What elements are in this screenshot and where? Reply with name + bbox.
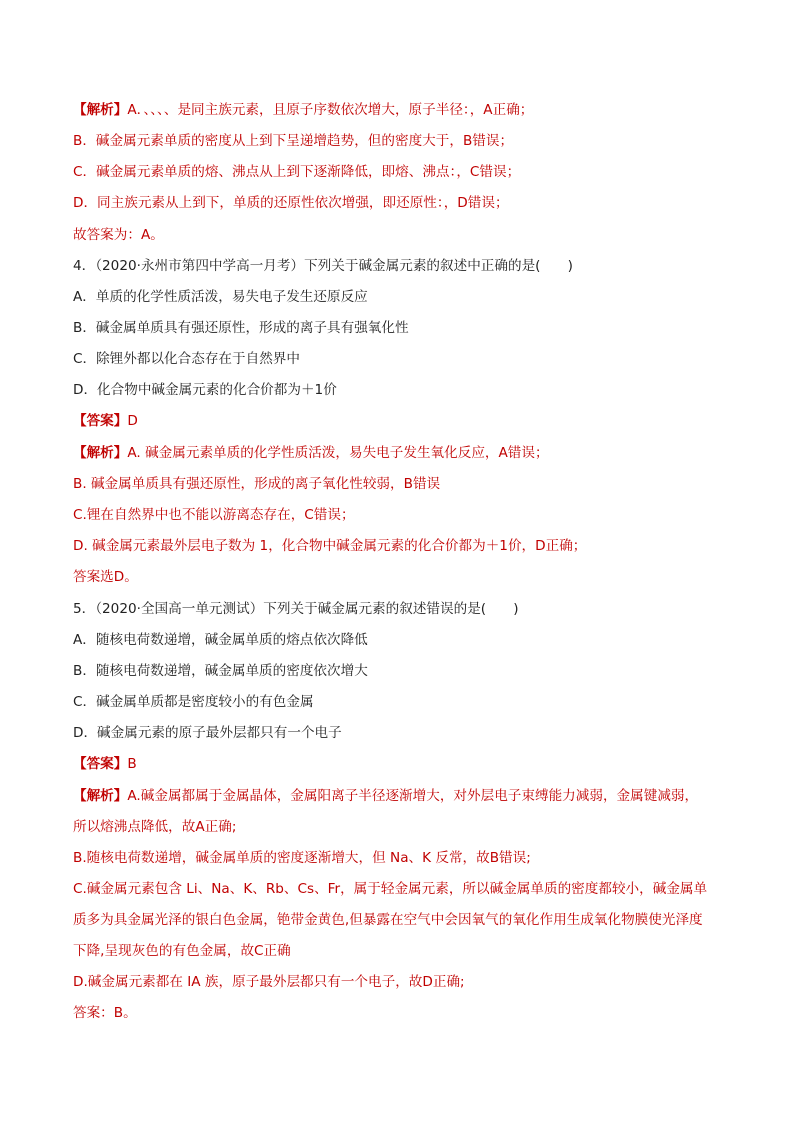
answer-tag: 【答案】: [73, 413, 128, 429]
q4-option-c: C．除锂外都以化合态存在于自然界中: [73, 351, 300, 367]
analysis-line: A. 碱金属元素单质的化学性质活泼，易失电子发生氧化反应，A错误；: [127, 445, 549, 461]
q5-analysis-c1: C.碱金属元素包含 Li、Na、K、Rb、Cs、Fr，属于轻金属元素，所以碱金属单质的密度都较小，碱金属单: [73, 881, 708, 897]
analysis-tag: 【解析】: [73, 102, 128, 118]
q4-conclusion: 答案选D。: [73, 569, 138, 585]
q5-conclusion: 答案：B。: [73, 1005, 137, 1021]
q4-option-a: A．单质的化学性质活泼，易失电子发生还原反应: [73, 289, 368, 305]
analysis-line: A.碱金属都属于金属晶体，金属阳离子半径逐渐增大，对外层电子束缚能力减弱，金属键减弱，: [127, 788, 699, 804]
q5-option-c: C．碱金属单质都是密度较小的有色金属: [73, 694, 314, 710]
analysis-line: A．、、、、是同主族元素，且原子序数依次增大，原子半径：，A正确；: [127, 102, 534, 118]
q4-stem: 4．（2020·永州市第四中学高一月考）下列关于碱金属元素的叙述中正确的是( ): [73, 258, 573, 274]
q5-analysis-d: D.碱金属元素都在 IA 族，原子最外层都只有一个电子，故D正确;: [73, 974, 465, 990]
q5-analysis-c2: 质多为具金属光泽的银白色金属，铯带金黄色,但暴露在空气中会因氧气的氧化作用生成氧化物膜使光泽度: [73, 912, 703, 928]
q5-option-a: A．随核电荷数递增，碱金属单质的熔点依次降低: [73, 632, 368, 648]
q4-analysis-b: B. 碱金属单质具有强还原性，形成的离子氧化性较弱，B错误: [73, 476, 441, 492]
q4-analysis-c: C.锂在自然界中也不能以游离态存在，C错误；: [73, 507, 355, 523]
q5-analysis-c3: 下降,呈现灰色的有色金属，故C正确: [73, 943, 291, 959]
analysis-tag: 【解析】: [73, 445, 128, 461]
q3-analysis-a: [73, 100, 533, 120]
answer-value: B: [127, 756, 137, 772]
q5-answer: [73, 754, 137, 774]
q5-analysis-b: B.随核电荷数递增，碱金属单质的密度逐渐增大，但 Na、K 反常，故B错误;: [73, 850, 531, 866]
q3-analysis-b: B．碱金属元素单质的密度从上到下呈递增趋势，但的密度大于，B错误；: [73, 133, 514, 149]
q4-analysis-d: D. 碱金属元素最外层电子数为 1，化合物中碱金属元素的化合价都为＋1价，D正确；: [73, 538, 587, 554]
q4-option-b: B．碱金属单质具有强还原性，形成的离子具有强氧化性: [73, 320, 409, 336]
q3-conclusion: 故答案为：A。: [73, 227, 164, 243]
q5-analysis-a2: 所以熔沸点降低，故A正确;: [73, 819, 237, 835]
q4-option-d: D．化合物中碱金属元素的化合价都为＋1价: [73, 382, 337, 398]
analysis-tag: 【解析】: [73, 788, 128, 804]
q5-option-b: B．随核电荷数递增，碱金属单质的密度依次增大: [73, 663, 368, 679]
q5-option-d: D．碱金属元素的原子最外层都只有一个电子: [73, 725, 342, 741]
q4-answer: [73, 411, 138, 431]
answer-tag: 【答案】: [73, 756, 128, 772]
q3-analysis-d: D．同主族元素从上到下，单质的还原性依次增强，即还原性：，D错误；: [73, 195, 509, 211]
answer-value: D: [127, 413, 138, 429]
q5-analysis-a1: [73, 786, 698, 806]
q4-analysis-a: [73, 443, 549, 463]
q5-stem: 5．（2020·全国高一单元测试）下列关于碱金属元素的叙述错误的是( ): [73, 601, 519, 617]
q3-analysis-c: C．碱金属元素单质的熔、沸点从上到下逐渐降低，即熔、沸点：，C错误；: [73, 164, 521, 180]
